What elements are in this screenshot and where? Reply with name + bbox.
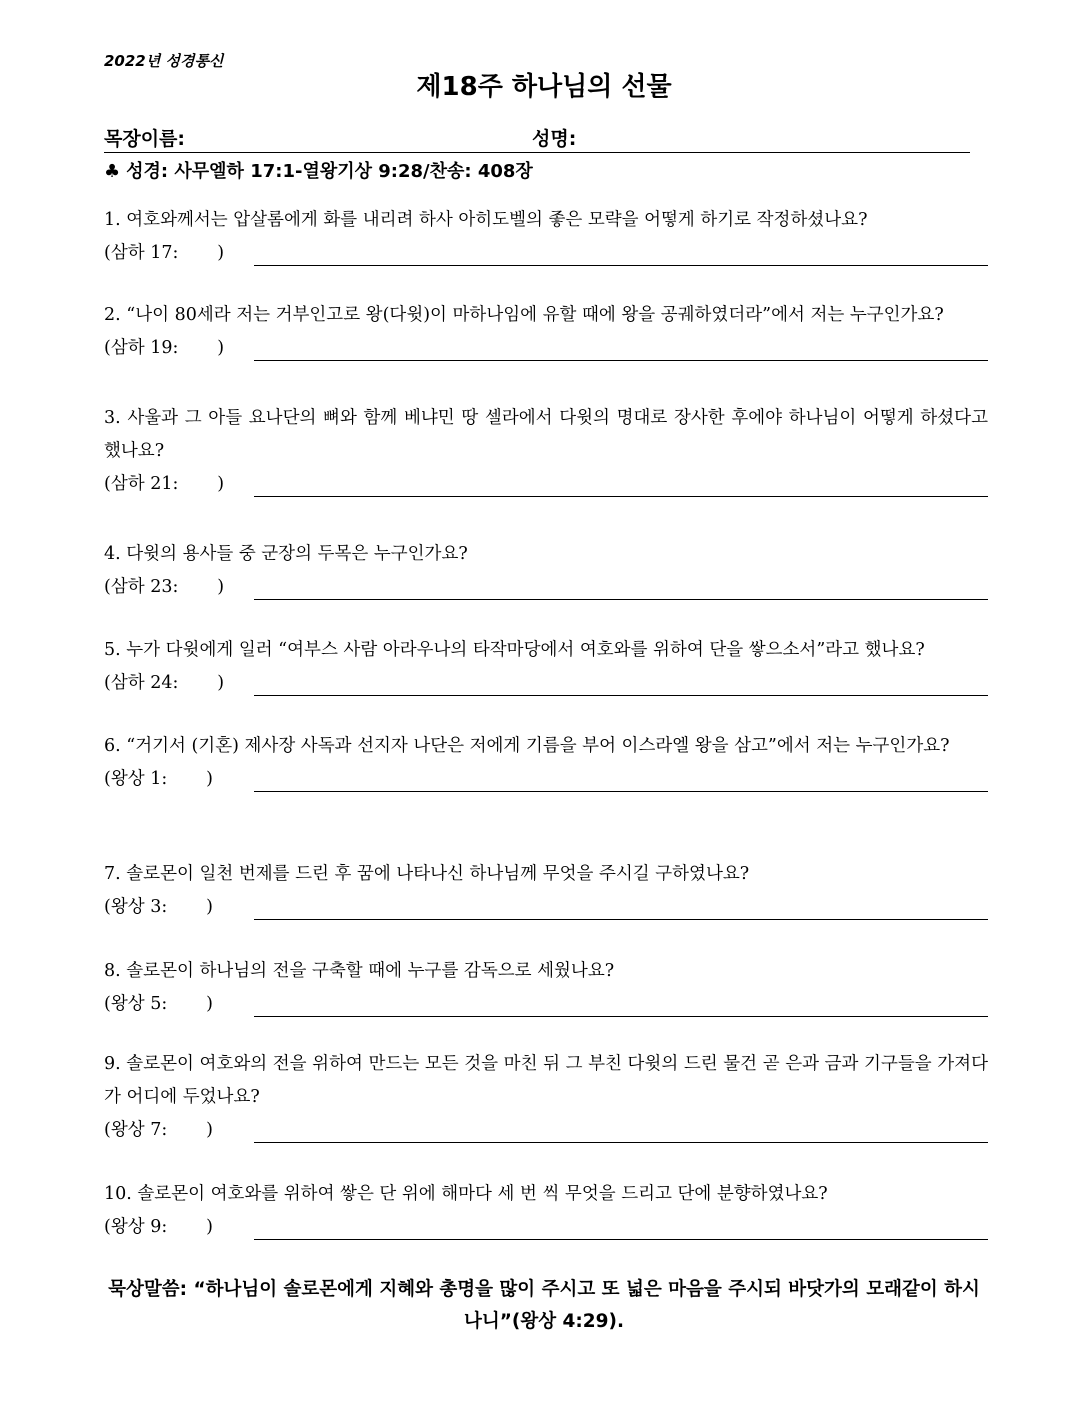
question-5 bbox=[104, 634, 988, 700]
answer-line[interactable] bbox=[254, 897, 988, 920]
verse-ref: (왕상 3: ) bbox=[104, 897, 213, 917]
verse-ref: (왕상 7: ) bbox=[104, 1120, 213, 1140]
answer-line[interactable] bbox=[254, 338, 988, 361]
answer-line[interactable] bbox=[254, 1120, 988, 1143]
question-text: 9. 솔로몬이 여호와의 전을 위하여 만드는 모든 것을 마친 뒤 그 부친 다윗의 드린 물건 곧 은과 금과 기구들을 가져다가 어디에 두었나요? bbox=[104, 1054, 988, 1107]
answer-line[interactable] bbox=[254, 673, 988, 696]
question-text: 4. 다윗의 용사들 중 군장의 두목은 누구인가요? bbox=[104, 544, 468, 564]
question-6 bbox=[104, 730, 988, 796]
bible-reading bbox=[104, 157, 533, 183]
question-1 bbox=[104, 204, 988, 270]
question-text: 6. “거기서 (기혼) 제사장 사독과 선지자 나단은 저에게 기름을 부어 이스라엘 왕을 삼고”에서 저는 누구인가요? bbox=[104, 736, 950, 756]
question-text: 3. 사울과 그 아들 요나단의 뼈와 함께 베냐민 땅 셀라에서 다윗의 명대로 장사한 후에야 하나님이 어떻게 하셨다고 했나요? bbox=[104, 408, 988, 461]
memory-verse: 묵상말씀: “하나님이 솔로몬에게 지혜와 총명을 많이 주시고 또 넓은 마음을 주시되 바닷가의 모래같이 하시나니”(왕상 4:29). bbox=[108, 1279, 980, 1332]
verse-ref: (삼하 21: ) bbox=[104, 474, 225, 494]
verse-ref: (왕상 5: ) bbox=[104, 994, 213, 1014]
page-title: 제18주 하나님의 선물 bbox=[416, 72, 672, 102]
verse-ref: (왕상 1: ) bbox=[104, 769, 213, 789]
verse-ref: (삼하 17: ) bbox=[104, 243, 225, 263]
verse-ref: (삼하 23: ) bbox=[104, 577, 225, 597]
question-text: 7. 솔로몬이 일천 번제를 드린 후 꿈에 나타나신 하나님께 무엇을 주시길 구하였나요? bbox=[104, 864, 750, 884]
answer-line[interactable] bbox=[254, 577, 988, 600]
question-3 bbox=[104, 402, 988, 501]
answer-line[interactable] bbox=[254, 1217, 988, 1240]
question-9 bbox=[104, 1048, 988, 1147]
answer-line[interactable] bbox=[254, 769, 988, 792]
verse-ref: (왕상 9: ) bbox=[104, 1217, 213, 1237]
bible-reading-text: 성경: 사무엘하 17:1-열왕기상 9:28/찬송: 408장 bbox=[126, 161, 533, 182]
question-4 bbox=[104, 538, 988, 604]
question-text: 1. 여호와께서는 압살롬에게 화를 내리려 하사 아히도벨의 좋은 모략을 어떻게 하기로 작정하셨나요? bbox=[104, 210, 868, 230]
question-text: 5. 누가 다윗에게 일러 “여부스 사람 아라우나의 타작마당에서 여호와를 위하여 단을 쌓으소서”라고 했나요? bbox=[104, 640, 925, 660]
question-text: 10. 솔로몬이 여호와를 위하여 쌓은 단 위에 해마다 세 번 씩 무엇을 드리고 단에 분향하였나요? bbox=[104, 1184, 828, 1204]
header-tag: 2022년 성경통신 bbox=[104, 52, 224, 70]
question-2 bbox=[104, 299, 988, 365]
verse-ref: (삼하 24: ) bbox=[104, 673, 225, 693]
info-row bbox=[104, 124, 970, 153]
answer-line[interactable] bbox=[254, 994, 988, 1017]
name-label: 성명: bbox=[532, 128, 577, 150]
group-name-label: 목장이름: bbox=[104, 128, 186, 150]
verse-ref: (삼하 19: ) bbox=[104, 338, 225, 358]
answer-line[interactable] bbox=[254, 474, 988, 497]
question-text: 8. 솔로몬이 하나님의 전을 구축할 때에 누구를 감독으로 세웠나요? bbox=[104, 961, 615, 981]
club-icon: ♣ bbox=[104, 161, 121, 182]
question-10 bbox=[104, 1178, 988, 1244]
question-7 bbox=[104, 858, 988, 924]
question-8 bbox=[104, 955, 988, 1021]
answer-line[interactable] bbox=[254, 243, 988, 266]
question-text: 2. “나이 80세라 저는 거부인고로 왕(다윗)이 마하나임에 유할 때에 왕을 공궤하였더라”에서 저는 누구인가요? bbox=[104, 305, 944, 325]
